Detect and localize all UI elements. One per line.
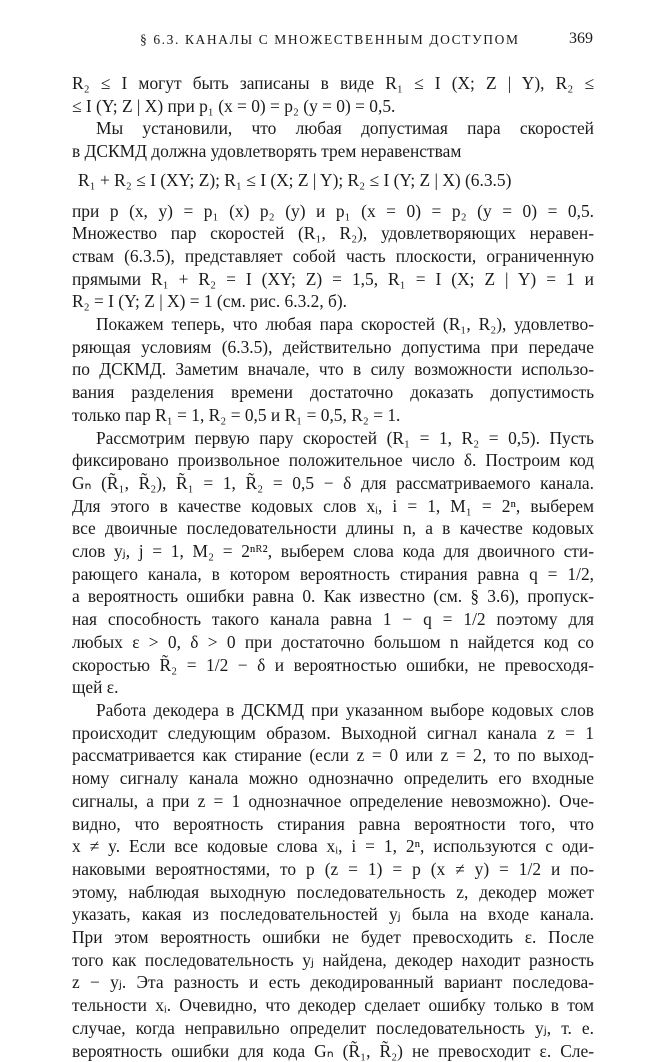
- text-line: ряющая условиям (6.3.5), действительно допустима при передаче: [72, 336, 594, 357]
- text-line: того как последовательность yⱼ найдена, декодер находит разность: [72, 949, 594, 970]
- equation-6-3-5: R₁ + R₂ ≤ I (XY; Z); R₁ ≤ I (X; Z | Y); R₂ ≤ I (Y; Z | X) (6.3.5): [78, 169, 512, 190]
- text-line: ная способность такого канала равна 1 − q = 1/2 поэтому для: [72, 609, 594, 630]
- text-line: рающего канала, в котором вероятность стирания равна q = 1/2,: [72, 563, 594, 584]
- text-line: указать, какая из последовательностей yⱼ была на входе канала.: [72, 904, 594, 925]
- text-line: фиксировано произвольное положительное число δ. Построим код: [72, 450, 594, 471]
- page-number: 369: [569, 30, 593, 47]
- text-line: по ДСКМД. Заметим вначале, что в силу возможности использо-: [72, 359, 594, 380]
- text-line: скоростью R̃₂ = 1/2 − δ и вероятностью ошибки, не превосходя-: [72, 654, 594, 675]
- text-line: только пар R₁ = 1, R₂ = 0,5 и R₁ = 0,5, R₂ = 1.: [72, 404, 401, 425]
- page-header: [60, 30, 593, 54]
- text-line: R₂ = I (Y; Z | X) = 1 (см. рис. 6.3.2, б).: [72, 291, 348, 312]
- text-line: ствам (6.3.5), представляет собой часть плоскости, ограниченную: [72, 245, 594, 266]
- text-line: прямыми R₁ + R₂ = I (XY; Z) = 1,5, R₁ = I (X; Z | Y) = 1 и: [72, 268, 594, 289]
- text-line: При этом вероятность ошибки не будет превосходить ε. После: [72, 927, 594, 948]
- text-line: Мы установили, что любая допустимая пара скоростей: [96, 118, 594, 139]
- text-line: Покажем теперь, что любая пара скоростей (R₁, R₂), удовлетво-: [96, 314, 594, 335]
- text-line: ному сигналу канала можно однозначно определить его входные: [72, 768, 594, 789]
- text-line: при p (x, y) = p₁ (x) p₂ (y) и p₁ (x = 0) = p₂ (y = 0) = 0,5.: [72, 200, 594, 221]
- text-line: тельности xᵢ. Очевидно, что декодер сделает ошибку только в том: [72, 995, 594, 1016]
- running-title: § 6.3. КАНАЛЫ С МНОЖЕСТВЕННЫМ ДОСТУПОМ: [140, 32, 520, 47]
- text-line: вероятность ошибки для кода Gₙ (R̃₁, R̃₂) не превосходит ε. Сле-: [72, 1040, 594, 1061]
- text-line: ≤ I (Y; Z | X) при p₁ (x = 0) = p₂ (y = 0) = 0,5.: [72, 95, 396, 116]
- text-line: рассматривается как стирание (если z = 0 или z = 2, то по выход-: [72, 745, 594, 766]
- text-line: любых ε > 0, δ > 0 при достаточно большом n найдется код со: [72, 631, 594, 652]
- text-line: щей ε.: [72, 677, 119, 698]
- text-line: все двоичные последовательности длины n, а в качестве кодовых: [72, 518, 594, 539]
- text-line: Работа декодера в ДСКМД при указанном выборе кодовых слов: [96, 699, 594, 720]
- text-line: вания разделения времени достаточно доказать допустимость: [72, 382, 594, 403]
- text-line: случае, когда неправильно определит последовательность yⱼ, т. е.: [72, 1017, 594, 1038]
- text-line: Множество пар скоростей (R₁, R₂), удовлетворяющих неравен-: [72, 223, 594, 244]
- page-body: [72, 72, 594, 1062]
- text-line: z − yⱼ. Эта разность и есть декодированный вариант последова-: [72, 972, 594, 993]
- text-line: Gₙ (R̃₁, R̃₂), R̃₁ = 1, R̃₂ = 0,5 − δ для рассматриваемого канала.: [72, 472, 594, 493]
- text-line: в ДСКМД должна удовлетворять трем неравенствам: [72, 141, 462, 162]
- text-line: слов yⱼ, j = 1, M₂ = 2ⁿᴿ², выберем слова кода для двоичного сти-: [72, 541, 594, 562]
- text-line: а вероятность ошибки равна 0. Как известно (см. § 3.6), пропуск-: [72, 586, 594, 607]
- text-line: сигналы, а при z = 1 однозначное определение невозможно). Оче-: [72, 790, 594, 811]
- text-line: Для этого в качестве кодовых слов xᵢ, i = 1, M₁ = 2ⁿ, выберем: [72, 495, 594, 516]
- text-line: происходит следующим образом. Выходной сигнал канала z = 1: [72, 722, 594, 743]
- text-line: Рассмотрим первую пару скоростей (R₁ = 1, R₂ = 0,5). Пусть: [96, 427, 594, 448]
- text-line: видно, что вероятность стирания равна вероятности того, что: [72, 813, 594, 834]
- text-line: x ≠ y. Если все кодовые слова xᵢ, i = 1, 2ⁿ, используются с оди-: [72, 836, 594, 857]
- text-line: этому, наблюдая выходную последовательность z, декодер может: [72, 881, 594, 902]
- text-line: наковыми вероятностями, то p (z = 1) = p (x ≠ y) = 1/2 и по-: [72, 858, 594, 879]
- text-line: R₂ ≤ I могут быть записаны в виде R₁ ≤ I (X; Z | Y), R₂ ≤: [72, 73, 594, 93]
